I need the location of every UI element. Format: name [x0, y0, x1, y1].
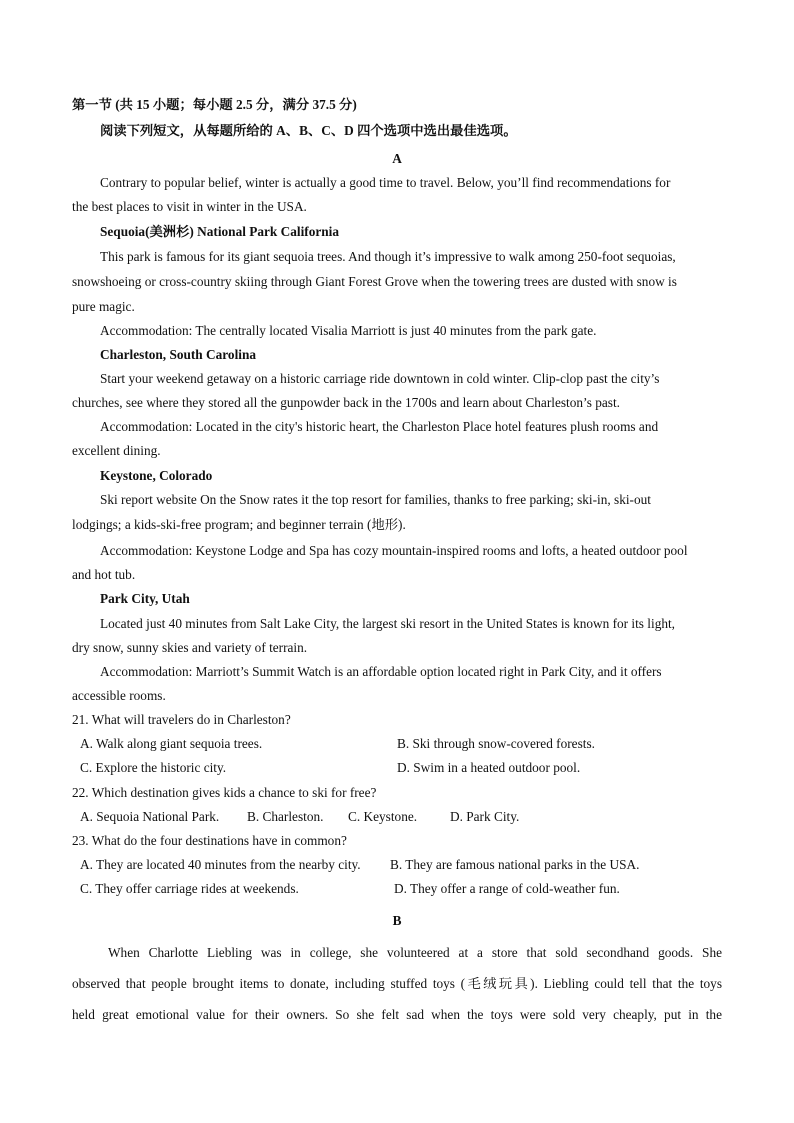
question-23-option-d[interactable]: D. They offer a range of cold-weather fun. [394, 881, 620, 896]
park-city-accommodation-line-2: accessible rooms. [72, 688, 166, 703]
passage-a-label: A [392, 151, 402, 166]
question-21-stem: 21. What will travelers do in Charleston? [72, 712, 291, 727]
park-city-accommodation-line-1: Accommodation: Marriott’s Summit Watch is an affordable option located right in Park City, and it offers [100, 664, 662, 679]
sequoia-text-line-2: snowshoeing or cross-country skiing through Giant Forest Grove when the towering trees are dusted with snow is [72, 274, 677, 289]
charleston-text-line-1: Start your weekend getaway on a historic carriage ride downtown in cold winter. Clip-clop past the city’s [100, 371, 660, 386]
keystone-text-line-2: lodgings; a kids-ski-free program; and beginner terrain (地形). [72, 517, 406, 532]
question-22-option-a[interactable]: A. Sequoia National Park. [80, 809, 220, 824]
charleston-text-line-2: churches, see where they stored all the gunpowder back in the 1700s and learn about Charleston’s past. [72, 395, 620, 410]
passage-b-line-1: When Charlotte Liebling was in college, she volunteered at a store that sold secondhand goods. She [108, 945, 722, 960]
question-22-stem: 22. Which destination gives kids a chance to ski for free? [72, 785, 377, 800]
sequoia-text-line-3: pure magic. [72, 299, 135, 314]
intro-line-2: the best places to visit in winter in the USA. [72, 199, 307, 214]
passage-b-line-3: held great emotional value for their owners. So she felt sad when the toys were sold very cheaply, put in the [72, 1007, 722, 1022]
question-22-option-d[interactable]: D. Park City. [450, 809, 520, 824]
charleston-accommodation-line-1: Accommodation: Located in the city's historic heart, the Charleston Place hotel features plush rooms and [100, 419, 659, 434]
question-23-option-b[interactable]: B. They are famous national parks in the USA. [390, 857, 640, 872]
keystone-accommodation-line-2: and hot tub. [72, 567, 136, 582]
charleston-accommodation-line-2: excellent dining. [72, 443, 161, 458]
destination-heading-sequoia: Sequoia(美洲杉) National Park California [100, 224, 339, 239]
section-title: 第一节 (共 15 小题；每小题 2.5 分，满分 37.5 分) [72, 97, 357, 112]
question-23-stem: 23. What do the four destinations have in common? [72, 833, 347, 848]
keystone-text-line-1: Ski report website On the Snow rates it the top resort for families, thanks to free parking; ski-in, ski-out [100, 492, 651, 507]
question-23-option-a[interactable]: A. They are located 40 minutes from the nearby city. [80, 857, 361, 872]
question-21-option-b[interactable]: B. Ski through snow-covered forests. [397, 736, 595, 751]
park-city-text-line-1: Located just 40 minutes from Salt Lake City, the largest ski resort in the United States is known for its light, [100, 616, 676, 631]
question-22-option-b[interactable]: B. Charleston. [247, 809, 324, 824]
destination-heading-park-city: Park City, Utah [100, 591, 190, 606]
question-21-option-c[interactable]: C. Explore the historic city. [80, 760, 227, 775]
intro-line-1: Contrary to popular belief, winter is actually a good time to travel. Below, you’ll find recommendations for [100, 175, 671, 190]
passage-b-label: B [392, 913, 402, 928]
question-21-option-a[interactable]: A. Walk along giant sequoia trees. [80, 736, 263, 751]
question-23-option-c[interactable]: C. They offer carriage rides at weekends. [80, 881, 299, 896]
destination-heading-charleston: Charleston, South Carolina [100, 347, 257, 362]
question-22-option-c[interactable]: C. Keystone. [348, 809, 418, 824]
park-city-text-line-2: dry snow, sunny skies and variety of terrain. [72, 640, 308, 655]
section-instruction: 阅读下列短文，从每题所给的 A、B、C、D 四个选项中选出最佳选项。 [100, 123, 517, 138]
question-21-option-d[interactable]: D. Swim in a heated outdoor pool. [397, 760, 581, 775]
sequoia-text-line-1: This park is famous for its giant sequoia trees. And though it’s impressive to walk among 250-foot sequoias, [100, 249, 676, 264]
keystone-accommodation-line-1: Accommodation: Keystone Lodge and Spa has cozy mountain-inspired rooms and lofts, a heated outdoor pool [100, 543, 688, 558]
destination-heading-keystone: Keystone, Colorado [100, 468, 213, 483]
sequoia-accommodation: Accommodation: The centrally located Visalia Marriott is just 40 minutes from the park gate. [100, 323, 597, 338]
passage-b-line-2: observed that people brought items to donate, including stuffed toys (毛绒玩具). Liebling could tell that the toys [72, 976, 722, 991]
